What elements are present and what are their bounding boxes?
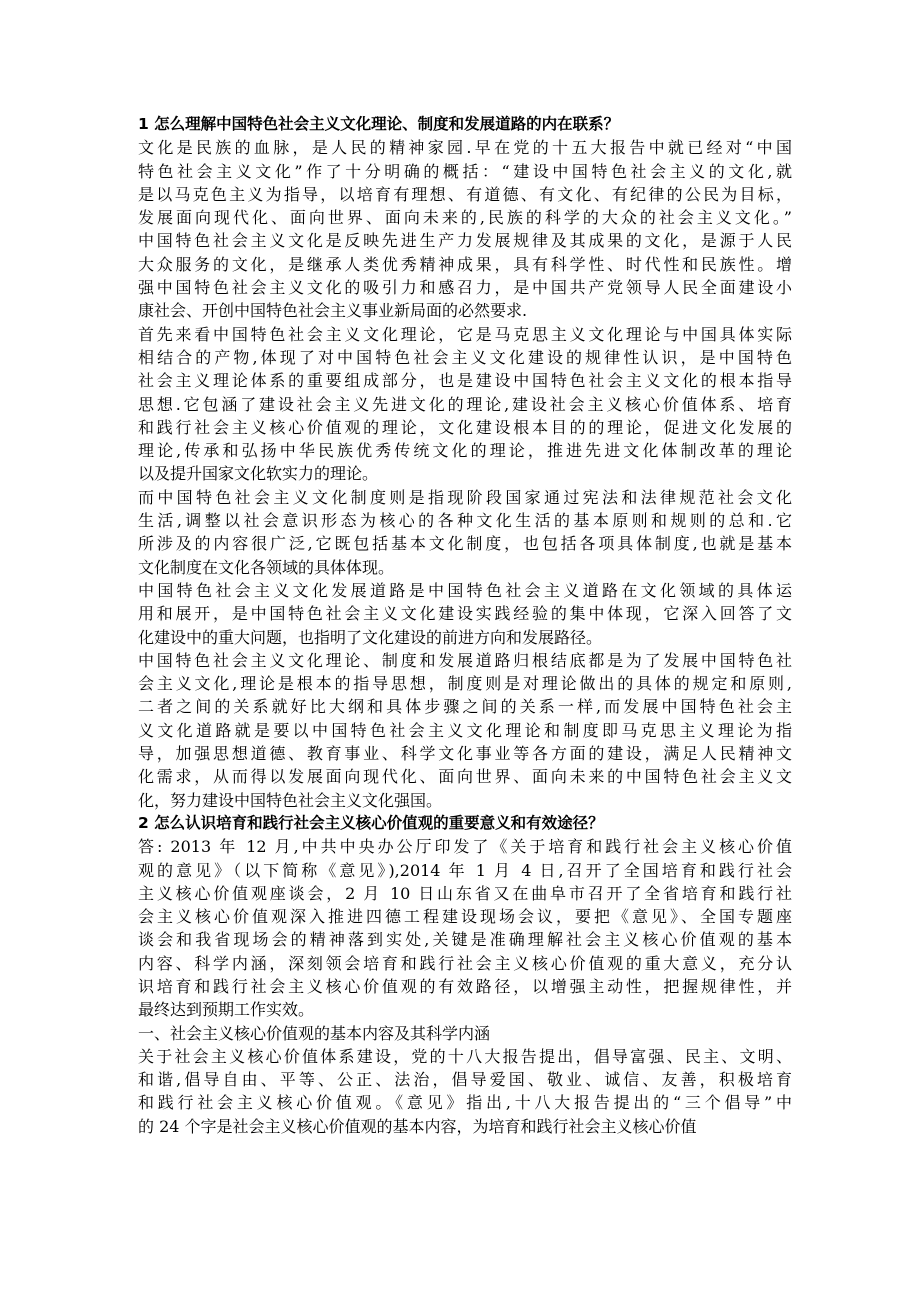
text-line: 是以马克色主义为指导，以培育有理想、有道德、有文化、有纪律的公民为目标，	[138, 184, 792, 204]
text-line: 化需求，从而得以发展面向现代化、面向世界、面向未来的中国特色社会主义文	[138, 767, 792, 787]
text-line: 和践行社会主义核心价值观的理论，文化建设根本目的的理论，促进文化发展的	[138, 417, 792, 437]
q1-paragraph-2	[138, 323, 792, 486]
text-line: 答: 2013 年 12 月,中共中央办公厅印发了《关于培育和践行社会主义核心价值	[138, 837, 792, 857]
text-line: 最终达到预期工作实效。	[138, 1000, 315, 1020]
text-line: 义文化道路就是要以中国特色社会主义文化理论和制度即马克思主义理论为指	[138, 720, 792, 740]
text-line: 首先来看中国特色社会主义文化理论，它是马克思主义文化理论与中国具体实际	[138, 324, 792, 344]
text-line: 中国特色社会主义文化理论、制度和发展道路归根结底都是为了发展中国特色社	[138, 650, 792, 670]
text-line: 化，努力建设中国特色社会主义文化强国。	[138, 790, 443, 810]
text-line: 识培育和践行社会主义核心价值观的有效路径，以增强主动性，把握规律性，并	[138, 976, 792, 996]
q2-paragraph-1	[138, 835, 792, 1021]
text-line: 二者之间的关系就好比大纲和具体步骤之间的关系一样,而发展中国特色社会主	[138, 697, 792, 717]
text-line: 中国特色社会主义文化发展道路是中国特色社会主义道路在文化领域的具体运	[138, 580, 792, 600]
q1-paragraph-1	[138, 136, 792, 322]
text-line: 社会主义理论体系的重要组成部分，也是建设中国特色社会主义文化的根本指导	[138, 371, 792, 391]
text-line: 用和展开，是中国特色社会主义文化建设实践经验的集中体现，它深入回答了文	[138, 604, 792, 624]
q1-paragraph-4	[138, 579, 792, 649]
text-line: 文化是民族的血脉，是人民的精神家园.早在党的十五大报告中就已经对“中国	[138, 138, 792, 158]
text-line: 一、社会主义核心价值观的基本内容及其科学内涵	[138, 1023, 491, 1043]
q2-paragraph-3	[138, 1045, 792, 1138]
text-line: 强中国特色社会主义文化的吸引力和感召力，是中国共产党领导人民全面建设小	[138, 278, 792, 298]
text-line: 大众服务的文化，是继承人类优秀精神成果，具有科学性、时代性和民族性。增	[138, 254, 792, 274]
text-line: 特色社会主义文化”作了十分明确的概括：“建设中国特色社会主义的文化,就	[138, 161, 792, 181]
text-line: 中国特色社会主义文化是反映先进生产力发展规律及其成果的文化，是源于人民	[138, 231, 792, 251]
document-body	[138, 113, 792, 1138]
q2-paragraph-2	[138, 1022, 792, 1045]
text-line: 观的意见》（以下简称《意见》),2014 年 1 月 4 日,召开了全国培育和践行社会	[138, 860, 792, 880]
document-page	[138, 113, 792, 1138]
text-line: 的 24 个字是社会主义核心价值观的基本内容，为培育和践行社会主义核心价值	[138, 1116, 697, 1136]
q1-paragraph-3	[138, 486, 792, 579]
text-line: 康社会、开创中国特色社会主义事业新局面的必然要求.	[138, 301, 528, 321]
text-line: 化建设中的重大问题，也指明了文化建设的前进方向和发展路径。	[138, 627, 603, 647]
text-line: 发展面向现代化、面向世界、面向未来的,民族的科学的大众的社会主义文化。”	[138, 208, 792, 228]
text-line: 和谐,倡导自由、平等、公正、法治，倡导爱国、敬业、诚信、友善，积极培育	[138, 1070, 792, 1090]
text-line: 所涉及的内容很广泛,它既包括基本文化制度，也包括各项具体制度,也就是基本	[138, 534, 792, 554]
question-1-title: 1 怎么理解中国特色社会主义文化理论、制度和发展道路的内在联系？	[138, 115, 620, 133]
text-line: 生活,调整以社会意识形态为核心的各种文化生活的基本原则和规则的总和.它	[138, 511, 792, 531]
text-line: 谈会和我省现场会的精神落到实处,关键是准确理解社会主义核心价值观的基本	[138, 930, 792, 950]
q1-paragraph-5	[138, 649, 792, 812]
text-line: 关于社会主义核心价值体系建设，党的十八大报告提出，倡导富强、民主、文明、	[138, 1046, 792, 1066]
text-line: 思想.它包涵了建设社会主义先进文化的理论,建设社会主义核心价值体系、培育	[138, 394, 792, 414]
text-line: 导，加强思想道德、教育事业、科学文化事业等各方面的建设，满足人民精神文	[138, 744, 792, 764]
text-line: 理论,传承和弘扬中华民族优秀传统文化的理论，推进先进文化体制改革的理论	[138, 441, 792, 461]
text-line: 和践行社会主义核心价值观。《意见》指出,十八大报告提出的“三个倡导”中	[138, 1093, 792, 1113]
question-2-title: 2 怎么认识培育和践行社会主义核心价值观的重要意义和有效途径？	[138, 813, 604, 832]
text-line: 内容、科学内涵，深刻领会培育和践行社会主义核心价值观的重大意义，充分认	[138, 953, 792, 973]
text-line: 相结合的产物,体现了对中国特色社会主义文化建设的规律性认识，是中国特色	[138, 347, 792, 367]
text-line: 文化制度在文化各领域的具体体现。	[138, 557, 395, 577]
text-line: 以及提升国家文化软实力的理论。	[138, 464, 379, 484]
text-line: 而中国特色社会主义文化制度则是指现阶段国家通过宪法和法律规范社会文化	[138, 487, 792, 507]
text-line: 主义核心价值观座谈会，2 月 10 日山东省又在曲阜市召开了全省培育和践行社	[138, 883, 792, 903]
text-line: 会主义文化,理论是根本的指导思想，制度则是对理论做出的具体的规定和原则,	[138, 674, 792, 694]
text-line: 会主义核心价值观深入推进四德工程建设现场会议，要把《意见》、全国专题座	[138, 907, 792, 927]
